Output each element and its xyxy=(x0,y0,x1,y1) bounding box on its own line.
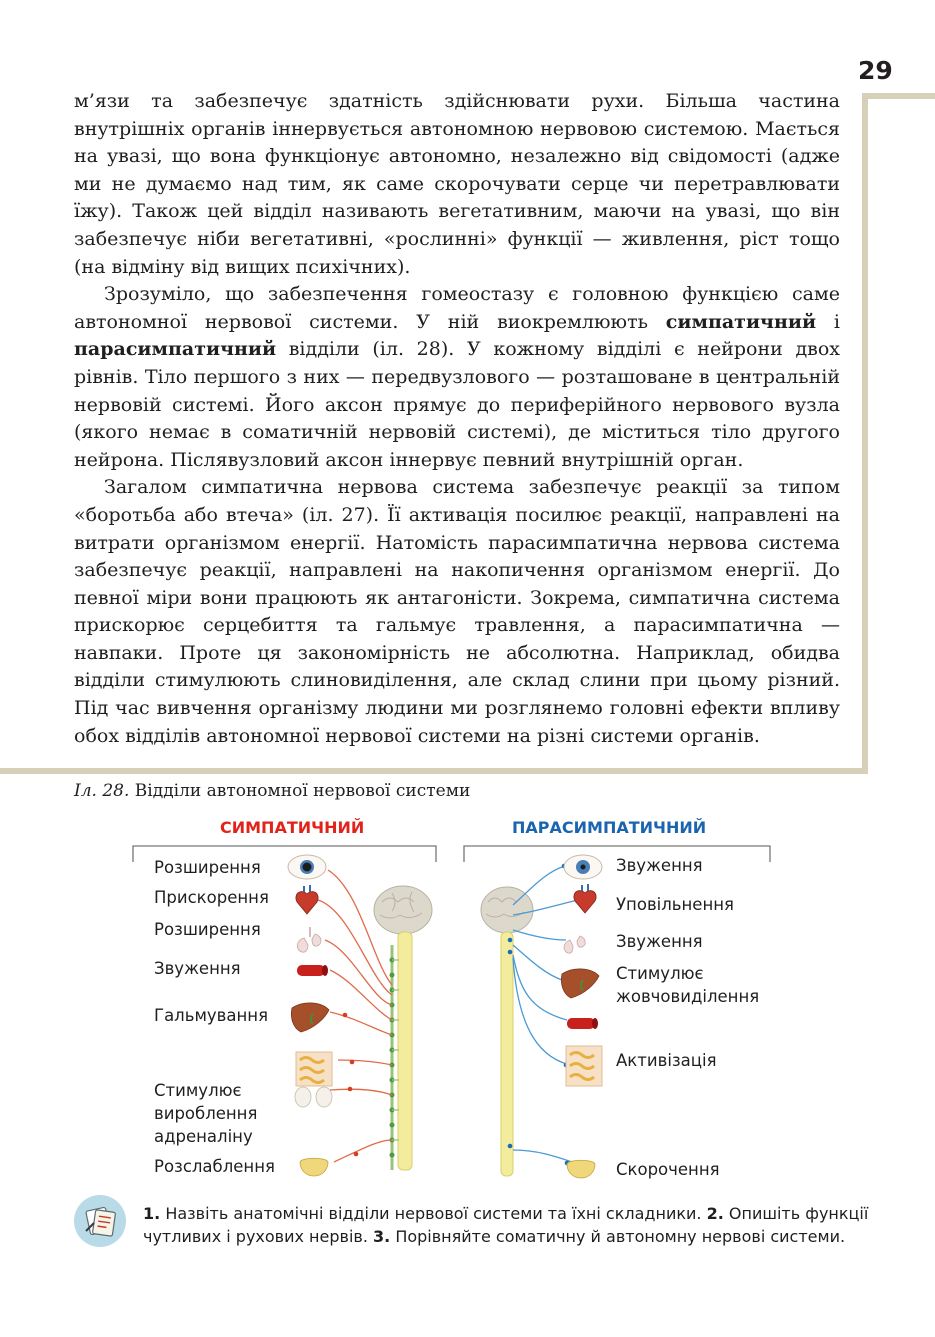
paragraph-2-text-a: Зрозуміло, що забезпечення гомеостазу є головною функцією саме автономної нервової системи. У ній виокремлюють xyxy=(74,283,840,333)
para-label-bladder: Скорочення xyxy=(616,1160,720,1179)
sym-label-pupil: Розширення xyxy=(154,858,261,877)
para-label-bile-1: Стимулює xyxy=(616,964,704,983)
liver-icon xyxy=(561,969,599,998)
adrenal-gland-icon xyxy=(295,1087,332,1107)
sym-label-bladder: Розслаблення xyxy=(154,1157,275,1176)
lungs-icon xyxy=(564,936,585,953)
caption-text: Відділи автономної нервової системи xyxy=(134,781,471,801)
para-label-pupil: Звуження xyxy=(616,856,703,875)
paragraph-2-text-b: і xyxy=(816,310,840,333)
liver-icon xyxy=(291,1003,329,1032)
blood-vessel-icon xyxy=(567,1018,598,1029)
intestine-icon xyxy=(566,1046,602,1086)
bladder-icon xyxy=(567,1160,595,1178)
intestine-icon xyxy=(296,1052,332,1086)
heart-icon xyxy=(574,884,596,913)
question-1-number: 1. xyxy=(143,1204,161,1223)
paragraph-1: м’язи та забезпечує здатність здійснювати рухи. Більша частина внутрішніх органів іннервується автономною нервовою системою. Мається на увазі, що вона функціонує автономно, незалежно від свідомості (адже ми не думаємо над тим, як саме скорочувати серце чи перетравлювати їжу). Також цей відділ називають вегетативним, маючи на увазі, що він забезпечує ніби вегетативні, «рослинні» функції — живлення, ріст тощо (на відміну від вищих психічних). xyxy=(74,90,840,278)
review-questions xyxy=(143,1202,883,1248)
sym-label-adrenaline-1: Стимулює xyxy=(154,1081,242,1100)
heart-icon xyxy=(296,885,318,914)
term-sympathetic: симпатичний xyxy=(665,310,817,333)
para-label-bronchi: Звуження xyxy=(616,932,703,951)
paragraph-3: Загалом симпатична нервова система забезпечує реакції за типом «боротьба або втеча» (іл. 27). Її активація посилює реакції, направлені на витрати організмом енергії. Натомість парасимпатична нервова система забезпечує реакції, направлені на накопичення організмом енергії. До певної міри вони працюють як антагоністи. Зокрема, симпатична система прискорює серцебиття та гальмує травлення, а парасимпатична — навпаки. Проте ця закономірність не абсолютна. Наприклад, обидва відділи стимулюють слиновиділення, але склад слини при цьому різний. Під час вивчення організму людини ми розглянемо головні ефекти впливу обох відділів автономної нервової системи на різні системи органів. xyxy=(74,476,840,747)
para-label-bile-2: жовчовиділення xyxy=(616,987,760,1006)
paragraph-2-text-c: відділи (іл. 28). У кожному відділі є нейрони двох рівнів. Тіло першого з них — передвузлового — розташоване в центральній нервовій системі. Його аксон прямує до периферійного нервового вузла (якого немає в соматичній нервовій системі), де міститься тіло другого нейрона. Післявузловий аксон іннервує певний внутрішній орган. xyxy=(74,338,840,471)
question-2-number: 2. xyxy=(706,1204,724,1223)
sym-label-adrenaline-2: вироблення xyxy=(154,1104,258,1123)
spinal-cord-icon xyxy=(398,932,412,1170)
eye-icon xyxy=(288,855,326,879)
eye-icon xyxy=(564,855,602,879)
sym-label-vessels: Звуження xyxy=(154,959,241,978)
sym-label-bronchi: Розширення xyxy=(154,920,261,939)
question-2: Опишіть функції чутливих і рухових нервів. xyxy=(143,1204,869,1246)
sympathetic-postganglionic-nodes xyxy=(343,1013,359,1157)
sym-label-heart: Прискорення xyxy=(154,888,269,907)
spinal-cord-icon xyxy=(501,932,513,1176)
sym-label-digestion: Гальмування xyxy=(154,1006,268,1025)
bladder-icon xyxy=(300,1158,328,1176)
question-3: Порівняйте соматичну й автономну нервові системи. xyxy=(395,1227,846,1246)
blood-vessel-icon xyxy=(297,965,328,976)
notebook-icon xyxy=(74,1195,126,1247)
brain-icon xyxy=(374,886,432,934)
sym-label-adrenaline-3: адреналіну xyxy=(154,1127,253,1146)
sympathetic-title: СИМПАТИЧНИЙ xyxy=(220,818,365,837)
question-3-number: 3. xyxy=(373,1227,391,1246)
parasympathetic-title: ПАРАСИМПАТИЧНИЙ xyxy=(512,818,707,837)
caption-number: Іл. 28. xyxy=(74,781,130,801)
question-1: Назвіть анатомічні відділи нервової системи та їхні складники. xyxy=(165,1204,702,1223)
lungs-icon xyxy=(297,927,321,952)
para-label-heart: Уповільнення xyxy=(616,895,734,914)
term-parasympathetic: парасимпатичний xyxy=(74,338,277,361)
page-number: 29 xyxy=(858,56,893,85)
para-label-digestion: Активізація xyxy=(616,1051,717,1070)
